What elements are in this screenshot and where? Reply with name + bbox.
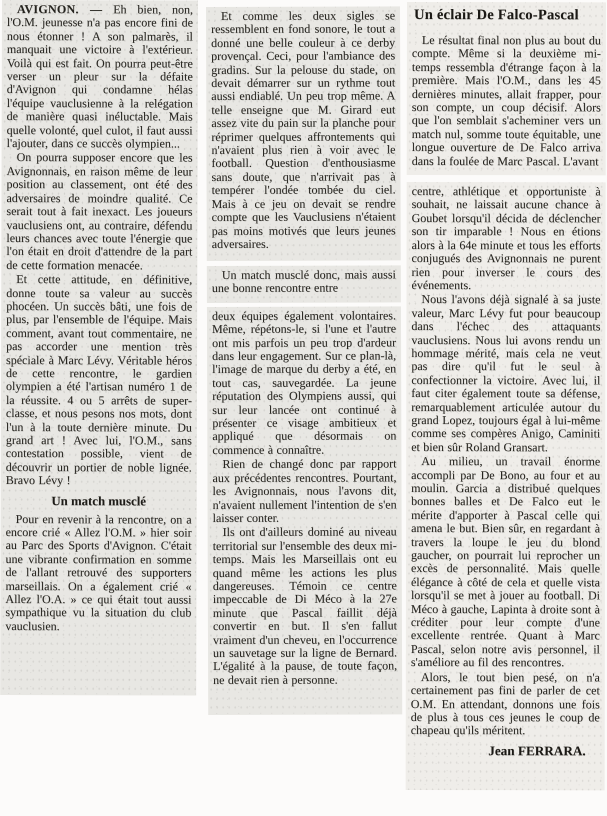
clipping-fragment — [206, 6, 401, 261]
clipping-fragment — [207, 306, 402, 715]
col1-paragraph-2: On pourra supposer encore que les Avignonnais, en raison même de leur position au classement, ont été des adversaires de moindre qualité. Ce serait tout à fait inexact. Les joueurs vauclusiens ont, au contraire, défendu leurs chances avec toute l'énergie que l'on était en droit d'attendre de la part de cette formation menacée. — [6, 150, 193, 273]
col2-paragraph-4: Ils ont d'ailleurs dominé au niveau territorial sur l'ensemble des deux mi-temps. Mais les Marseillais ont eu quand même les actions les plus dangereuses. Témoin ce centre impeccable de Di Méco à la 27e minute que Pascal faillit déjà convertir en but. Il s'en fallut vraiment d'un cheveu, en l'occurrence un sauvetage sur la ligne de Bernard. L'égalité à la pause, de toute façon, ne devait rien à personne. — [212, 524, 398, 687]
col1-paragraph-1-text: Eh bien, non, l'O.M. jeunesse n'a pas encore fini de nous étonner ! A son palmarès, il manquait une victoire à l'extérieur. Voilà qui est fait. On pourra peut-être verser un pleur sur la défaite d'Avignon qui condamne hélas l'équipe vauclusienne à la relégation de manière quasi inéluctable. Mais quelle volonté, quel culot, il faut aussi l'ajouter, dans ce succès olympien... — [6, 2, 193, 151]
newspaper-column-right — [406, 2, 606, 795]
col3-paragraph-1-end: centre, athlétique et opportuniste à souhait, ne laissait aucune chance à Goubet lorsqu'il décida de déclencher son tir imparable ! Nous en étions alors à la 64e minute et tous les efforts conjugués des Avignonnais ne purent rien pour inverser le cours des événements. — [411, 184, 601, 293]
subheading-un-match-muscle: Un match musclé — [51, 493, 146, 509]
col3-paragraph-4: Alors, le tout bien pesé, on n'a certainement pas fini de parler de cet O.M. En attendant, donnons une fois de plus à tous ces jeunes le coup de chapeau qu'ils méritent. — [410, 669, 600, 738]
clipping-fragment — [407, 2, 606, 175]
col2-paragraph-2-start: Un match musclé donc, mais aussi une bonne rencontre entre — [211, 267, 396, 296]
col1-paragraph-3: Et cette attitude, en définitive, donne toute sa valeur au succès phocéen. Un succès bâti, une fois de plus, par l'ensemble de l'équipe. Mais comment, avant tout commentaire, ne pas accorder une mention très spéciale à Marc Lévy. Véritable héros de cette rencontre, le gardien olympien a été l'artisan numéro 1 de la réussite. 4 ou 5 arrêts de super-classe, et nous pesons nos mots, dont l'un à la toute dernière minute. Du grand art ! Avec lui, l'O.M., sans contestation possible, vient de découvrir un portier de noble lignée. Bravo Lévy ! — [5, 272, 193, 488]
newspaper-column-center — [206, 6, 402, 719]
col2-paragraph-3: Rien de changé donc par rapport aux précédentes rencontres. Pourtant, les Avignonnais, nous l'avons dit, n'avaient nullement l'intention de s'en laisser conter. — [212, 456, 397, 525]
col3-paragraph-2: Nous l'avons déjà signalé à sa juste valeur, Marc Lévy fut pour beaucoup dans l'échec des attaquants vauclusiens. Nous lui avons rendu un hommage mérité, mais cela ne veut pas dire qu'il fut le seul à confectionner la victoire. Avec lui, il faut citer également toute sa défense, remarquablement articulée autour du grand Lopez, toujours égal à lui-même comme ses compères Anigo, Caminiti et bien sûr Roland Gransart. — [411, 292, 601, 455]
col3-paragraph-1-start: Le résultat final non plus au bout du compte. Même si la deuxième mi-temps ressembla d'étrange façon à la première. Mais l'O.M., dans les 45 dernières minutes, allait frapper, pour son compte, un coup décisif. Alors que l'on semblait s'acheminer vers un match nul, somme toute équitable, une longue ouverture de De Falco arriva dans la foulée de Marc Pascal. L'avant — [411, 33, 601, 168]
byline-jean-ferrara: Jean FERRARA. — [488, 742, 586, 759]
col2-paragraph-1: Et comme les deux sigles se ressemblent en fond sonore, le tout a donné une belle couleur à ce derby provençal. Ceci, pour l'ambiance des gradins. Sur la pelouse du stade, on devait démarrer sur un rythme tout aussi endiablé. Un peu trop même. A telle enseigne que M. Girard eut assez vite du pain sur la planche pour réprimer quelques affrontements qui n'avaient plus rien à voir avec le football. Question d'enthousiasme sans doute, que n'arrivait pas à tempérer l'ondée tombée du ciel. Mais à ce jeu on devait se rendre compte que les Vauclusiens n'étaient pas moins motivés que leurs jeunes adversaires. — [211, 8, 396, 251]
newspaper-column-left — [0, 0, 198, 701]
clipping-fragment — [207, 265, 401, 302]
col3-paragraph-3: Au milieu, un travail énorme accompli par De Bono, au four et au moulin. Garcia a distribué quelques bonnes balles et De Falco eut le mérite d'apporter à Pascal celle qui amena le but. Bien sûr, en regardant à travers la loupe le jeu du blond gaucher, on pourrait lui reprocher un excès de personnalité. Mais quelle élégance à côté de cela et quelle vista lorsqu'il se met à jouer au football. Di Méco à gauche, Lapinta à droite sont à créditer pour leur compte d'une excellente rentrée. Quant à Marc Pascal, selon notre avis personnel, il s'améliore au fil des rencontres. — [410, 454, 601, 670]
headline-un-eclair-de-falco-pascal: Un éclair De Falco-Pascal — [413, 7, 579, 24]
col1-paragraph-4: Pour en revenir à la rencontre, on a encore crié « Allez l'O.M. » hier soir au Parc des Sports d'Avignon. C'était une vibrante confirmation en somme de l'allant retrouvé des supporters marseillais. On a également crié « Allez l'O.A. » ce qui était tout aussi sympathique vu la situation du club vauclusien. — [5, 511, 192, 634]
col1-paragraph-1 — [7, 3, 193, 151]
clipping-fragment — [0, 0, 198, 696]
article-lead-word: AVIGNON. — — [16, 2, 103, 17]
clipping-fragment — [406, 182, 606, 790]
col2-paragraph-2-end: deux équipes également volontaires. Même, répétons-le, si l'une et l'autre ont mis parfois un peu trop d'ardeur dans leur engagement. Sur ce plan-là, l'image de marque du derby a été, en tout cas, sauvegardée. La jeune réputation des Olympiens aussi, qui sur leur lancée ont continué à présenter ce visage ambitieux et appliqué que désormais on commence à connaître. — [211, 308, 397, 457]
